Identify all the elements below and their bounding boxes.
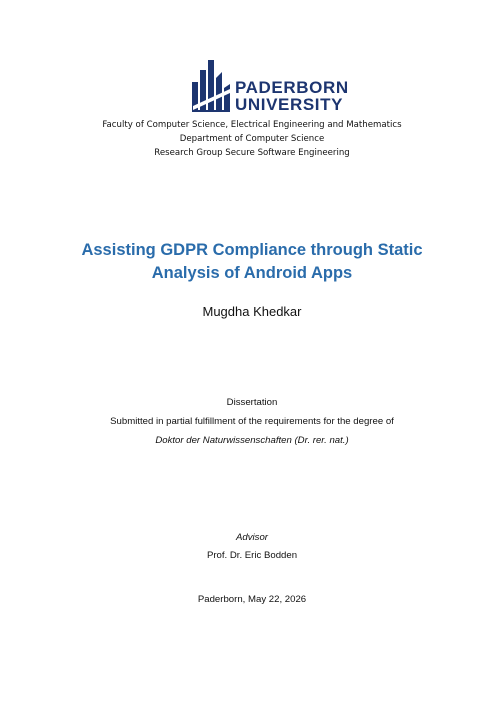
logo-wordmark-line1: PADERBORN — [235, 78, 349, 97]
degree-name: Doktor der Naturwissenschaften (Dr. rer. nat.) — [155, 435, 349, 446]
advisor-label: Advisor — [236, 532, 268, 543]
thesis-title-line1: Assisting GDPR Compliance through Static — [81, 241, 423, 259]
thesis-title-line2: Analysis of Android Apps — [151, 264, 353, 282]
research-group-name: Research Group Secure Software Engineering — [154, 148, 350, 158]
university-emblem-icon — [190, 58, 232, 114]
department-name: Department of Computer Science — [179, 134, 325, 144]
logo-wordmark-line2: UNIVERSITY — [235, 95, 344, 114]
submission-statement: Submitted in partial fulfillment of the requirements for the degree of — [110, 416, 394, 427]
document-type: Dissertation — [226, 397, 278, 408]
advisor-name: Prof. Dr. Eric Bodden — [206, 550, 298, 561]
place-and-date: Paderborn, May 22, 2026 — [197, 594, 307, 605]
university-logo — [190, 58, 349, 114]
author-name: Mugdha Khedkar — [202, 304, 302, 319]
faculty-name: Faculty of Computer Science, Electrical Engineering and Mathematics — [102, 120, 402, 130]
